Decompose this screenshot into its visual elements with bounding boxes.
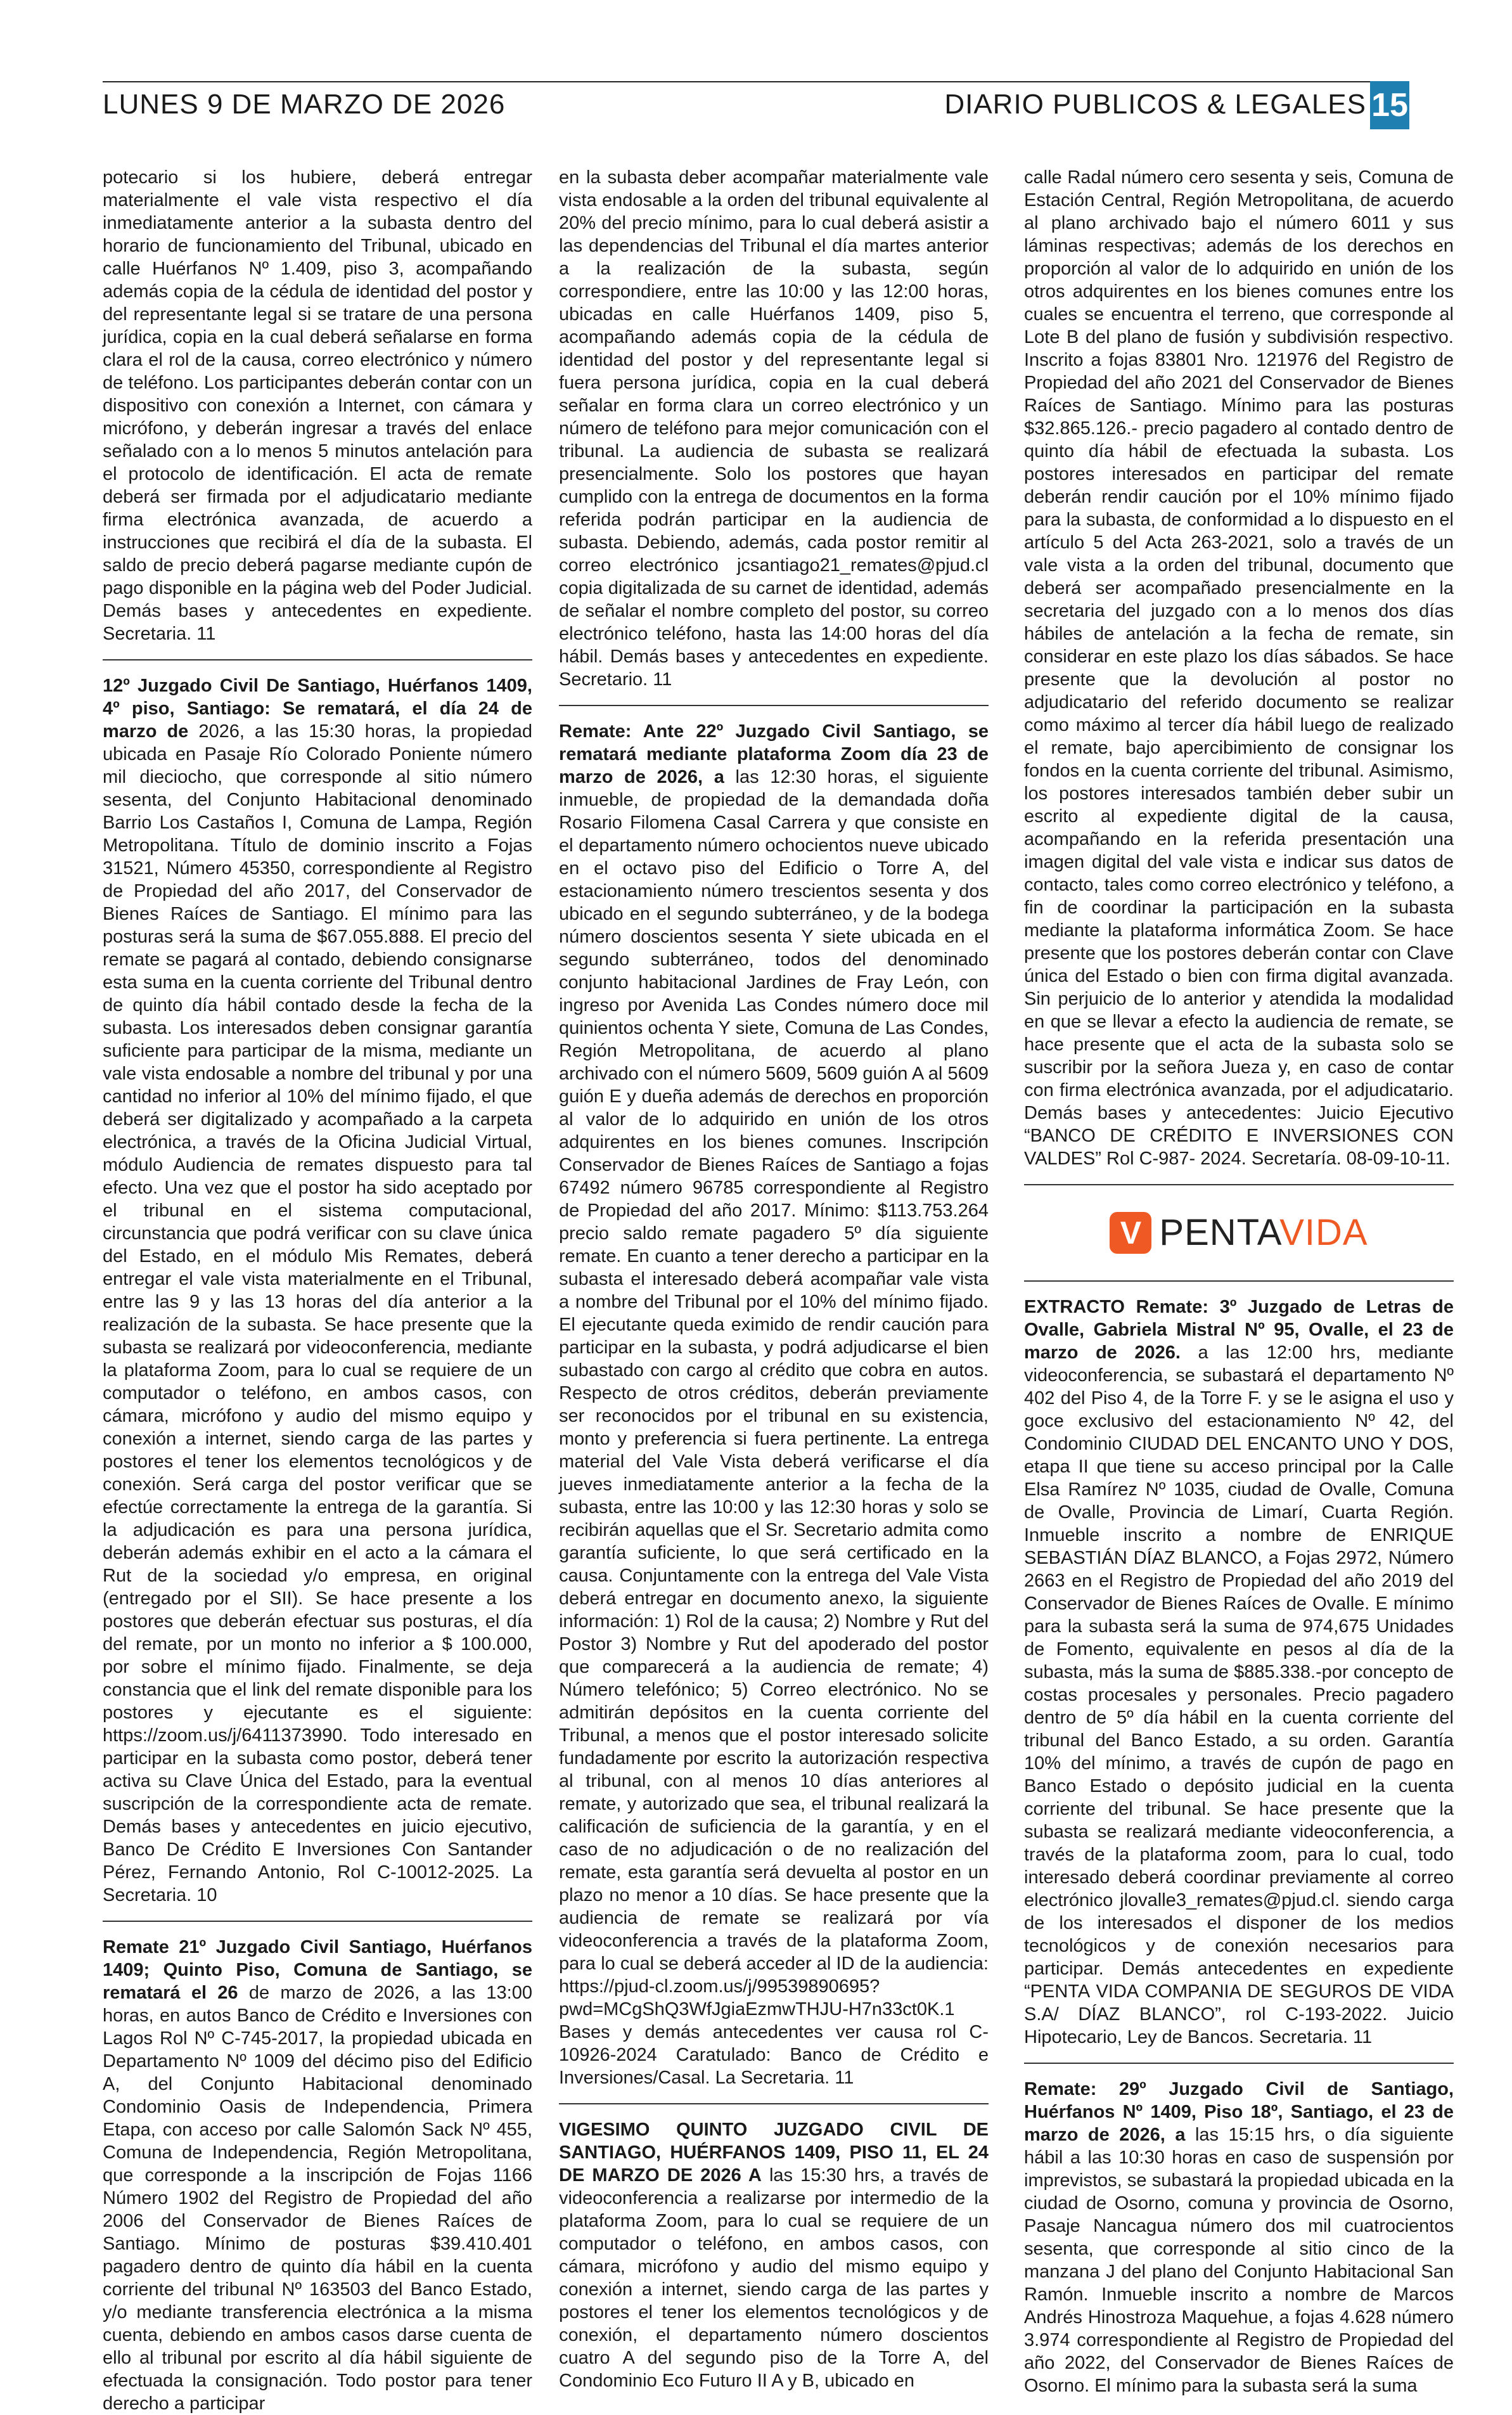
- column-2: [559, 166, 989, 2392]
- notice-lead: 12º Juzgado Civil De Santiago, Huérfanos 1409, 4º piso, Santiago: Se rematará, el día 24 de marzo de: [103, 676, 532, 742]
- notice-text: [559, 720, 989, 2089]
- notice: [1024, 1296, 1454, 2049]
- notice-body: a las 12:00 hrs, mediante videoconferencia, se subastará el departamento Nº 402 del Piso 4, de la Torre F. y se le asigna el uso y goce exclusivo del estacionamiento Nº 42, del Condominio CIUDAD DEL ENCANTO UNO Y DOS, etapa II que tiene su acceso principal por la Calle Elsa Ramírez Nº 1035, ciudad de Ovalle, Comuna de Ovalle, Provincia de Limarí, Cuarta Región. Inmueble inscrito a nombre de ENRIQUE SEBASTIÁN DÍAZ BLANCO, a Fojas 2972, Número 2663 en el Registro de Propiedad del año 2019 del Conservador de Bienes Raíces de Ovalle. E mínimo para la subasta será la suma de 974,675 Unidades de Fomento, equivalente en pesos al día de la subasta, más la suma de $885.338.-por concepto de costas procesales y personales. Precio pagadero dentro de 5º día hábil en la cuenta corriente del tribunal del Banco Estado, a su orden. Garantía 10% del mínimo, a través de cupón de pago en Banco Estado o depósito judicial en la cuenta corriente del tribunal. Se hace presente que la subasta se realizará mediante videoconferencia, a través de la plataforma zoom, para lo cual, todo interesado deberá coordinar previamente al correo electrónico jlovalle3_remates@pjud.cl. siendo carga de los interesados el disponer de los medios tecnológicos y de conexión necesarios para participar. Demás antecedentes en expediente “PENTA VIDA COMPANIA DE SEGUROS DE VIDA S.A/ DÍAZ BLANCO”, rol C-193-2022. Juicio Hipotecario, Ley de Bancos. Secretaria. 11: [1024, 1343, 1454, 2047]
- column-1: [103, 166, 532, 2415]
- notice: [1024, 2063, 1454, 2397]
- notice: [559, 2103, 989, 2392]
- notice-lead: Remate: 29º Juzgado Civil de Santiago, Huérfanos Nº 1409, Piso 18º, Santiago, el 23 de marzo de 2026, a: [1024, 2079, 1454, 2145]
- notice-body: en la subasta deber acompañar materialmente vale vista endosable a la orden del tribunal equivalente al 20% del precio mínimo, para lo cual deberá asistir a las dependencias del Tribunal el día martes anterior a la realización de la subasta, según correspondiere, entre las 10:00 y las 12:00 horas, ubicadas en calle Huérfanos 1409, piso 5, acompañando además copia de la cédula de identidad del postor y del representante legal si fuera persona jurídica, copia en la cual deberá señalar en forma clara un correo electrónico y un número de teléfono para mejor comunicación con el tribunal. La audiencia de subasta se realizará presencialmente. Solo los postores que hayan cumplido con la entrega de documentos en la forma referida podrán participar en la audiencia de subasta. Debiendo, además, cada postor remitir al correo electrónico jcsantiago21_remates@pjud.cl copia digitalizada de su carnet de identidad, además de señalar el nombre completo del postor, su correo electrónico teléfono, hasta las 14:00 horas del día hábil. Demás bases y antecedentes en expediente. Secretario. 11: [559, 167, 989, 690]
- notice: [559, 705, 989, 2089]
- header-date: LUNES 9 DE MARZO DE 2026: [103, 89, 506, 120]
- pentavida-v-icon: V: [1110, 1212, 1151, 1254]
- notice-lead: EXTRACTO Remate: 3º Juzgado de Letras de Ovalle, Gabriela Mistral Nº 95, Ovalle, el 23 de marzo de 2026.: [1024, 1297, 1454, 1363]
- header-rule: [103, 81, 1409, 82]
- page-header: [103, 81, 1409, 132]
- notice-text: [103, 1936, 532, 2415]
- page-number-badge: 15: [1370, 81, 1409, 129]
- notice-text: [103, 674, 532, 1907]
- notice-body: las 15:30 hrs, a través de videoconferencia a realizarse por intermedio de la plataforma Zoom, para lo cual se requiere de un computador o teléfono, en ambos casos, con cámara, micrófono y audio del mismo equipo y conexión a internet, siendo carga de las partes y postores el tener los elementos tecnológicos y de conexión, el departamento número doscientos cuatro A del segundo piso de la Torre A, del Condominio Eco Futuro II A y B, ubicado en: [559, 2165, 989, 2391]
- notice-body: las 15:15 hrs, o día siguiente hábil a las 10:30 horas en caso de suspensión por imprevistos, se subastará la propiedad ubicada en la ciudad de Osorno, comuna y provincia de Osorno, Pasaje Nancagua número dos mil cuatrocientos sesenta, que corresponde al sitio cinco de la manzana J del plano del Conjunto Habitacional San Ramón. Inmueble inscrito a nombre de Marcos Andrés Hinostroza Maquehue, a fojas 4.628 número 3.974 correspondiente al Registro de Propiedad del año 2022, del Conservador de Bienes Raíces de Osorno. El mínimo para la subasta será la suma: [1024, 2125, 1454, 2396]
- notice-continued: [559, 166, 989, 691]
- pentavida-wordmark: PENTAVIDA: [1159, 1212, 1368, 1253]
- header-section-title: DIARIO PUBLICOS & LEGALES: [944, 89, 1366, 120]
- notice-lead: VIGESIMO QUINTO JUZGADO CIVIL DE SANTIAGO, HUÉRFANOS 1409, PISO 11, EL 24 DE MARZO DE 2026 A: [559, 2120, 989, 2186]
- notice-continued: [103, 166, 532, 645]
- notice-lead: Remate: Ante 22º Juzgado Civil Santiago, se rematará mediante plataforma Zoom día 23 de marzo de 2026, a: [559, 721, 989, 787]
- notice-lead: Remate 21º Juzgado Civil Santiago, Huérfanos 1409; Quinto Piso, Comuna de Santiago, se rematará el 26: [103, 1937, 532, 2003]
- notice: [103, 659, 532, 1907]
- notice-text: [559, 2118, 989, 2392]
- notice-text: [1024, 1296, 1454, 2049]
- notice-body: calle Radal número cero sesenta y seis, Comuna de Estación Central, Región Metropolitana, de acuerdo al plano archivado bajo el número 6011 y sus láminas respectivas; además de los derechos en proporción al valor de lo adquirido en unión de los otros adquirentes en los bienes comunes entre los cuales se encuentra el terreno, que corresponde al Lote B del plano de fusión y subdivisión respectivo. Inscrito a fojas 83801 Nro. 121976 del Registro de Propiedad del año 2021 del Conservador de Bienes Raíces de Santiago. Mínimo para las posturas $32.865.126.- precio pagadero al contado dentro de quinto día hábil de efectuada la subasta. Los postores interesados en participar del remate deberán rendir caución por el 10% mínimo fijado para la subasta, de conformidad a lo dispuesto en el artículo 5 del Acta 263-2021, solo a través de un vale vista a la orden del tribunal, documento que deberá ser acompañado presencialmente en la secretaria del juzgado con a lo menos dos días hábiles de antelación a la fecha de remate, sin considerar en este plazo los días sábados. Se hace presente que la devolución al postor no adjudicatario del referido documento se realizar como máximo al tercer día hábil luego de realizado el remate, bajo apercibimiento de consignar los fondos en la cuenta corriente del tribunal. Asimismo, los postores interesados también deber subir un escrito al expediente digital de la causa, acompañando en la referida presentación una imagen digital del vale vista e indicar sus datos de contacto, tales como correo electrónico y teléfono, a fin de coordinar la participación en la subasta mediante la plataforma informática Zoom. Se hace presente que los postores deberán contar con Clave única del Estado o bien con firma digital avanzada. Sin perjuicio de lo anterior y atendida la modalidad en que se llevar a efecto la audiencia de remate, se hace presente que el acta de la subasta solo se suscribir por la señora Jueza y, en caso de contar con firma electrónica avanzada, por el adjudicatario. Demás bases y antecedentes: Juicio Ejecutivo “BANCO DE CRÉDITO E INVERSIONES CON VALDES” Rol C-987- 2024. Secretaría. 08-09-10-11.: [1024, 167, 1454, 1169]
- column-3: [1024, 166, 1454, 2397]
- notice-continued: [1024, 166, 1454, 1170]
- notice-body: 2026, a las 15:30 horas, la propiedad ubicada en Pasaje Río Colorado Poniente número mil dieciocho, que corresponde al sitio número sesenta, del Conjunto Habitacional denominado Barrio Los Castaños I, Comuna de Lampa, Región Metropolitana. Título de dominio inscrito a Fojas 31521, Número 45350, correspondiente al Registro de Propiedad del año 2017, del Conservador de Bienes Raíces de Santiago. El mínimo para las posturas será la suma de $67.055.888. El precio del remate se pagará al contado, debiendo consignarse esta suma en la cuenta corriente del Tribunal dentro de quinto día hábil contado desde la fecha de la subasta. Los interesados deben consignar garantía suficiente para participar de la misma, mediante un vale vista endosable a nombre del tribunal y por una cantidad no inferior al 10% del mínimo fijado, el que deberá ser digitalizado y acompañado a la carpeta electrónica, a través de la Oficina Judicial Virtual, módulo Audiencia de remates dispuesto para tal efecto. Una vez que el postor ha sido aceptado por el tribunal en el sistema computacional, circunstancia que podrá verificar con su clave única del Estado, en el módulo Mis Remates, deberá entregar el vale vista materialmente en el Tribunal, entre las 9 y las 13 horas del día anterior a la realización de la subasta. Se hace presente que la subasta se realizará por videoconferencia, mediante la plataforma Zoom, para lo cual se requiere de un computador o teléfono, en ambos casos, con cámara, micrófono y audio del mismo equipo y conexión a internet, siendo carga de las partes y postores el tener los elementos tecnológicos y de conexión. Será carga del postor verificar que se efectúe correctamente la entrega de la garantía. Si la adjudicación es para una persona jurídica, deberán además exhibir en el acto a la cámara el Rut de la sociedad y/o empresa, en original (entregado por el SII). Se hace presente a los postores que deberán efectuar sus posturas, el día del remate, por un monto no inferior a $ 100.000, por sobre el mínimo fijado. Finalmente, se deja constancia que el link del remate disponible para los postores y ejecutante es el siguiente: https://zoom.us/j/6411373990. Todo interesado en participar en la subasta como postor, deberá tener activa su Clave Única del Estado, para la eventual suscripción de la correspondiente acta de remate. Demás bases y antecedentes en juicio ejecutivo, Banco De Crédito E Inversiones Con Santander Pérez, Fernando Antonio, Rol C-10012-2025. La Secretaria. 10: [103, 721, 532, 1905]
- notice-body: de marzo de 2026, a las 13:00 horas, en autos Banco de Crédito e Inversiones con Lagos Rol Nº C-745-2017, la propiedad ubicada en Departamento Nº 1009 del décimo piso del Edificio A, del Conjunto Habitacional denominado Condominio Oasis de Independencia, Primera Etapa, con acceso por calle Salomón Sack Nº 455, Comuna de Independencia, Región Metropolitana, que corresponde a la inscripción de Fojas 1166 Número 1902 del Registro de Propiedad del año 2006 del Conservador de Bienes Raíces de Santiago. Mínimo de posturas $39.410.401 pagadero dentro de quinto día hábil en la cuenta corriente del tribunal Nº 163503 del Banco Estado, y/o mediante transferencia electrónica a la misma cuenta, debiendo en ambos casos darse cuenta de ello al tribunal por escrito al día hábil siguiente de efectuada la consignación. Todo postor para tener derecho a participar: [103, 1983, 532, 2414]
- notice-body: potecario si los hubiere, deberá entregar materialmente el vale vista respectivo el día inmediatamente anterior a la subasta dentro del horario de funcionamiento del Tribunal, ubicado en calle Huérfanos Nº 1.409, piso 3, acompañando además copia de la cédula de identidad del postor y del representante legal si se tratare de una persona jurídica, copia en la cual deberá señalarse en forma clara el rol de la causa, correo electrónico y número de teléfono. Los participantes deberán contar con un dispositivo con conexión a Internet, con cámara y micrófono, y deberán ingresar a través del enlace señalado con a lo menos 5 minutos antelación para el protocolo de identificación. El acta de remate deberá ser firmada por el adjudicatario mediante firma electrónica avanzada, de acuerdo a instrucciones que recibirá el día de la subasta. El saldo de precio deberá pagarse mediante cupón de pago disponible en la página web del Poder Judicial. Demás bases y antecedentes en expediente. Secretaria. 11: [103, 167, 532, 644]
- notice-text: [1024, 2078, 1454, 2397]
- notice-body: las 12:30 horas, el siguiente inmueble, de propiedad de la demandada doña Rosario Filomena Casal Carrera y que consiste en el departamento número ochocientos nueve ubicado en el octavo piso del Edificio o Torre A, del estacionamiento número trescientos sesenta y dos ubicado en el segundo subterráneo, y de la bodega número doscientos sesenta Y siete ubicada en el segundo subterráneo, todos del denominado conjunto habitacional Jardines de Fray León, con ingreso por Avenida Las Condes número doce mil quinientos ochenta Y siete, Comuna de Las Condes, Región Metropolitana, de acuerdo al plano archivado con el número 5609, 5609 guión A al 5609 guión E y dueña además de derechos en proporción al valor de lo adquirido en unión de los otros adquirentes en los bienes comunes. Inscripción Conservador de Bienes Raíces de Santiago a fojas 67492 número 96785 correspondiente al Registro de Propiedad del año 2017. Mínimo: $113.753.264 precio saldo remate pagadero 5º día siguiente remate. En cuanto a tener derecho a participar en la subasta el interesado deberá acompañar vale vista a nombre del Tribunal por el 10% del mínimo fijado. El ejecutante queda eximido de rendir caución para participar en la subasta, y podrá adjudicarse el bien subastado con cargo al crédito que cobra en autos. Respecto de otros créditos, deberán previamente ser reconocidos por el tribunal en su existencia, monto y preferencia si fuera pertinente. La entrega material del Vale Vista deberá verificarse el día jueves inmediatamente anterior a la fecha de la subasta, entre las 10:00 y las 12:30 horas y solo se recibirán aquellas que el Sr. Secretario admita como garantía suficiente, lo que será certificado en la causa. Conjuntamente con la entrega del Vale Vista deberá entregar en documento anexo, la siguiente información: 1) Rol de la causa; 2) Nombre y Rut del Postor 3) Nombre y Rut del apoderado del postor que comparecerá a la audiencia de remate; 4) Número telefónico; 5) Correo electrónico. No se admitirán depósitos en la cuenta corriente del Tribunal, a menos que el postor interesado solicite fundadamente por escrito la autorización respectiva al tribunal, con al menos 10 días anteriores al remate, y autorizado que sea, el tribunal realizará la calificación de suficiencia de la garantía, y en el caso de no adjudicación o de no realización del remate, esta garantía será devuelta al postor en un plazo no menor a 10 días. Se hace presente que la audiencia de remate se realizará por vía videoconferencia a través de la plataforma Zoom, para lo cual se deberá acceder al ID de la audiencia: https://pjud-cl.zoom.us/j/99539890695?pwd=MCgShQ3WfJgiaEzmwTHJU-H7n33ct0K.1 Bases y demás antecedentes ver causa rol C-10926-2024 Caratulado: Banco de Crédito e Inversiones/Casal. La Secretaria. 11: [559, 767, 989, 2088]
- pentavida-logo: [1024, 1184, 1454, 1282]
- notice: [103, 1921, 532, 2415]
